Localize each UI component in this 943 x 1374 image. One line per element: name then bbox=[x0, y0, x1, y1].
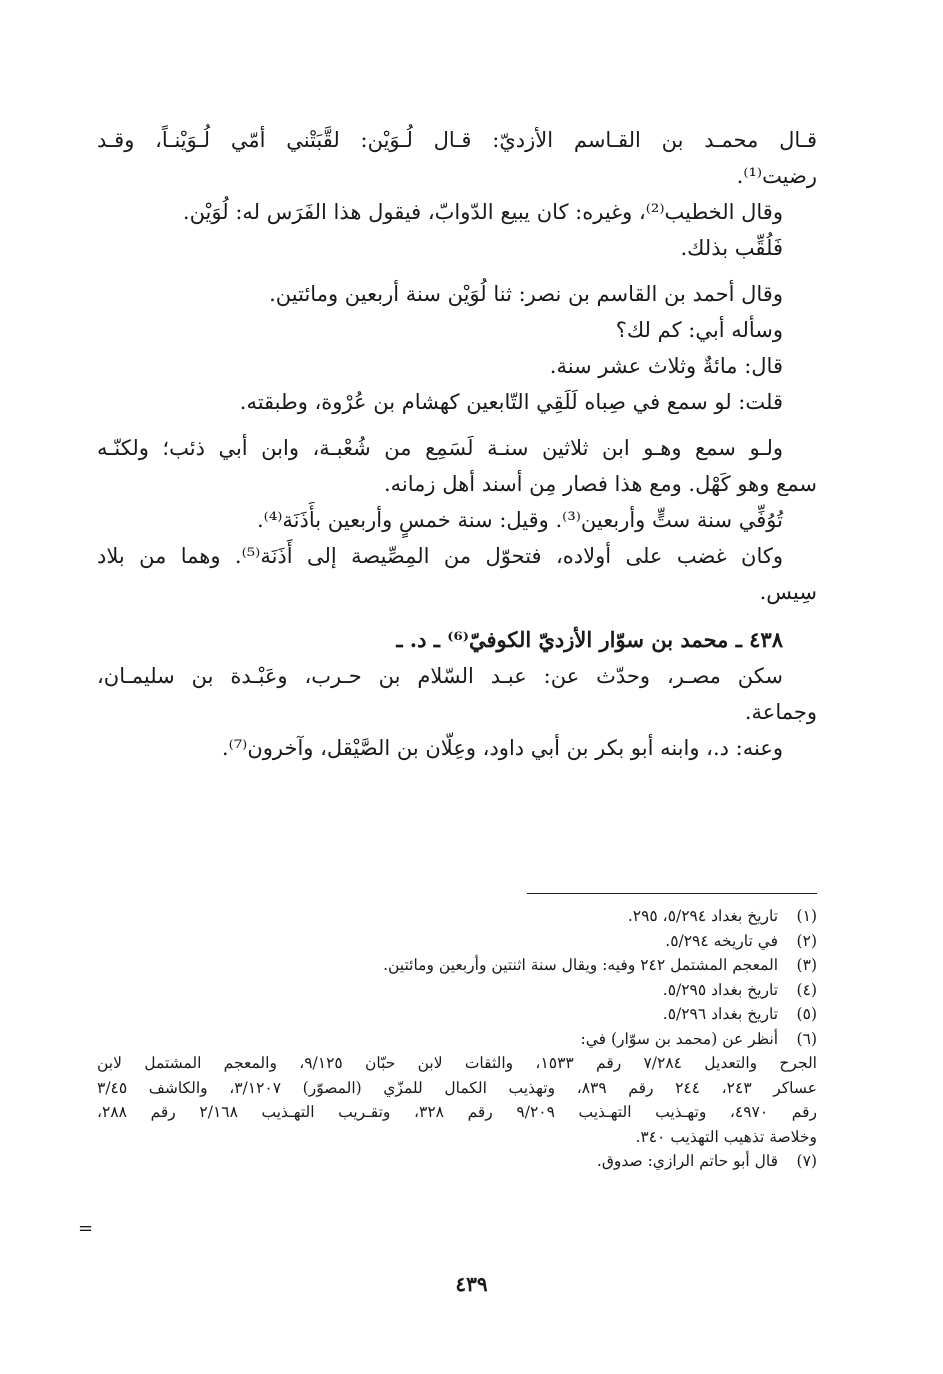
footnote-2 bbox=[97, 929, 817, 954]
footnote-text: أنظر عن (محمد بن سوّار) في: bbox=[580, 1029, 779, 1048]
footnote-5 bbox=[97, 1002, 817, 1027]
footnote-number: (١) bbox=[796, 907, 817, 925]
footnote-number: (٦) bbox=[796, 1029, 817, 1048]
text-line: سِيس. bbox=[759, 580, 817, 604]
footnote-text: تاريخ بغداد ٥/٢٩٤، ٢٩٥. bbox=[627, 907, 779, 925]
page-number: ٤٣٩ bbox=[455, 1272, 488, 1296]
footnote-number: (٤) bbox=[796, 980, 817, 999]
footnote-6-continuation: رقم ٤٩٧٠، وتهـذيب التهـذيب ٩/٢٠٩ رقم ٣٢٨، وتقـريب التهـذيب ٢/١٦٨ رقم ٢٨٨، bbox=[97, 1103, 817, 1121]
footnote-6-continuation: وخلاصة تذهيب التهذيب ٣٤٠. bbox=[635, 1127, 817, 1146]
footnote-text: قال أبو حاتم الرازي: صدوق. bbox=[596, 1152, 779, 1170]
footnote-number: (٢) bbox=[796, 931, 817, 950]
footnote-1 bbox=[97, 904, 817, 929]
text-line: قال: مائةٌ وثلاث عشر سنة. bbox=[549, 354, 783, 378]
footnote-7 bbox=[97, 1149, 817, 1174]
footnote-text: تاريخ بغداد ٥/٢٩٦. bbox=[662, 1005, 779, 1023]
text-line: وجماعة. bbox=[744, 700, 817, 724]
text-line: وكان غضب على أولاده، فتحوّل من المِصِّيصة إلى أَذَنَة⁽⁵⁾. وهما من بلاد bbox=[97, 544, 783, 568]
text-line: وعنه: د.، وابنه أبو بكر بن أبي داود، وعِلّان بن الصَّيْقل، وآخرون⁽⁷⁾. bbox=[221, 736, 783, 760]
text-line: وسأله أبي: كم لك؟ bbox=[615, 318, 783, 342]
text-line: ولـو سمع وهـو ابن ثلاثين سنـة لَسَمِع من شُعْبـة، وابن أبي ذئب؛ ولكنّـه bbox=[97, 436, 783, 460]
footnote-divider bbox=[527, 893, 817, 894]
footnote-6-continuation: عساكر ٢٤٣، ٢٤٤ رقم ٨٣٩، وتهذيب الكمال للمزّي (المصوّر) ٣/١٢٠٧، والكاشف ٣/٤٥ bbox=[97, 1078, 817, 1097]
footnote-4 bbox=[97, 978, 817, 1003]
text-line: وقال أحمد بن القاسم بن نصر: ثنا لُوَيْن سنة أربعين ومائتين. bbox=[269, 282, 783, 306]
footnote-6 bbox=[97, 1027, 817, 1052]
footnote-number: (٣) bbox=[796, 956, 817, 974]
footnote-3 bbox=[97, 953, 817, 978]
text-line: سكن مصـر، وحدّث عن: عبـد السّلام بن حـرب، وعَبْـدة بن سليمـان، bbox=[97, 664, 783, 688]
main-text bbox=[97, 122, 817, 766]
text-line: تُوُفِّي سنة ستٍّ وأربعين⁽³⁾. وقيل: سنة خمسٍ وأربعين بأَذَنَة⁽⁴⁾. bbox=[257, 508, 783, 532]
text-line: قـال محمـد بن القـاسم الأزديّ: قـال لُـوَيْن: لقَّبَتْني أمّي لُـوَيْنـاً، وقـد bbox=[97, 128, 817, 152]
footnote-6-continuation: الجرح والتعديل ٧/٢٨٤ رقم ١٥٣٣، والثقات لابن حبّان ٩/١٢٥، والمعجم المشتمل لابن bbox=[97, 1054, 817, 1072]
text-line: سمع وهو كَهْل. ومع هذا فصار مِن أسند أهل زمانه. bbox=[383, 472, 817, 496]
text-line: فَلُقِّب بذلك. bbox=[680, 236, 783, 260]
footnote-text: في تاريخه ٥/٢٩٤. bbox=[665, 931, 779, 950]
continuation-mark: = bbox=[78, 1218, 94, 1239]
footnotes bbox=[97, 904, 817, 1174]
footnote-number: (٥) bbox=[796, 1005, 817, 1023]
text-line: رضيت⁽¹⁾. bbox=[736, 164, 817, 188]
footnote-number: (٧) bbox=[796, 1152, 817, 1170]
text-line: قلت: لو سمع في صِباه لَلَقِي التّابعين كهشام بن عُرْوة، وطبقته. bbox=[239, 390, 783, 414]
footnote-text: المعجم المشتمل ٢٤٢ وفيه: ويقال سنة اثنتين وأربعين ومائتين. bbox=[383, 956, 779, 974]
text-line: وقال الخطيب⁽²⁾، وغيره: كان يبيع الدّوابّ، فيقول هذا الفَرَس له: لُوَيْن. bbox=[182, 200, 783, 224]
entry-heading: ٤٣٨ ـ محمد بن سوّار الأزديّ الكوفيّ⁽⁶⁾ ـ د. ـ bbox=[396, 627, 783, 652]
footnote-text: تاريخ بغداد ٥/٢٩٥. bbox=[662, 980, 779, 999]
